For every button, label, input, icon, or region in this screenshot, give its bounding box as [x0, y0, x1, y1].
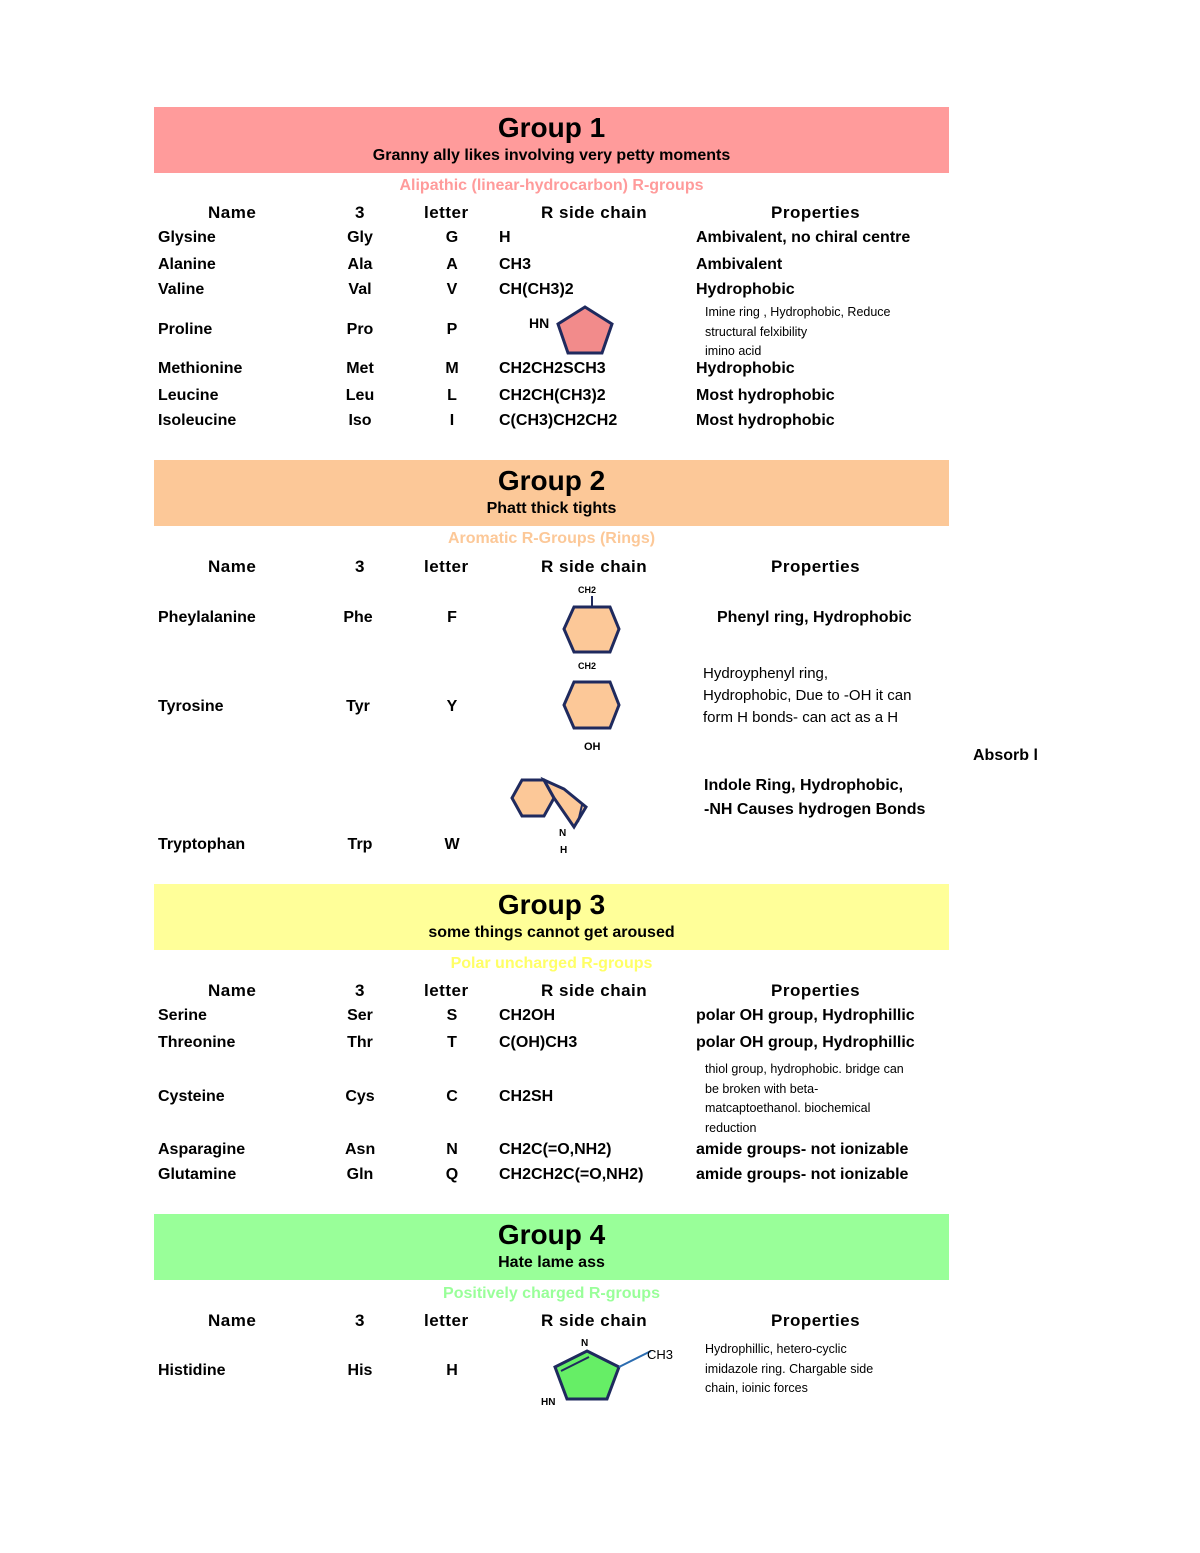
- aa-props: amide groups- not ionizable: [696, 1141, 909, 1158]
- aa-name: Glysine: [158, 229, 216, 246]
- phenylalanine-structure: [550, 582, 630, 664]
- header-chain: R side chain: [541, 557, 648, 576]
- aa-letter: N: [446, 1141, 458, 1158]
- aa-props: thiol group, hydrophobic. bridge can be broken with beta- matcaptoethanol. biochemical reduction: [705, 1062, 904, 1135]
- group1-title: Group 1: [497, 112, 606, 143]
- header-letter: letter: [424, 981, 469, 1000]
- aa-chain: CH2OH: [499, 1007, 556, 1024]
- aa-props: Hydroyphenyl ring, Hydrophobic, Due to -OH it can form H bonds- can act as a H: [703, 665, 912, 726]
- header-name: Name: [208, 203, 257, 222]
- header-props: Properties: [771, 557, 861, 576]
- trp-n-label: N: [559, 828, 567, 839]
- aa-letter: F: [447, 609, 457, 626]
- aa-props: Indole Ring, Hydrophobic, -NH Causes hydrogen Bonds: [704, 777, 926, 818]
- header-props: Properties: [771, 981, 861, 1000]
- aa-letter: M: [445, 360, 459, 377]
- aa-props: Hydrophobic: [696, 360, 795, 377]
- aa-name: Cysteine: [158, 1088, 225, 1105]
- aa-chain: CH2CH2C(=O,NH2): [499, 1166, 644, 1183]
- aa-chain: C(OH)CH3: [499, 1034, 578, 1051]
- aa-props: polar OH group, Hydrophillic: [696, 1007, 915, 1024]
- pentagon-ring-icon: [558, 307, 612, 353]
- aa-abbr: Iso: [348, 412, 372, 429]
- aa-props: Ambivalent, no chiral centre: [696, 229, 911, 246]
- aa-letter: T: [447, 1034, 457, 1051]
- hexagon-ring-icon: [564, 682, 619, 728]
- aa-abbr: Trp: [347, 836, 373, 853]
- aa-letter: P: [446, 321, 458, 338]
- aa-chain: CH2CH(CH3)2: [499, 387, 606, 404]
- group1-category: Alipathic (linear-hydrocarbon) R-groups: [399, 177, 704, 194]
- aa-letter: S: [446, 1007, 458, 1024]
- aa-name: Tryptophan: [158, 836, 246, 853]
- aa-abbr: Val: [348, 281, 372, 298]
- phe-ch2-label: CH2: [578, 585, 597, 595]
- aa-props: polar OH group, Hydrophillic: [696, 1034, 915, 1051]
- aa-props: Phenyl ring, Hydrophobic: [717, 609, 912, 626]
- aa-name: Threonine: [158, 1034, 236, 1051]
- group1-mnemonic: Granny ally likes involving very petty moments: [372, 147, 731, 164]
- aa-abbr: Tyr: [346, 698, 370, 715]
- header-props: Properties: [771, 203, 861, 222]
- aa-letter: W: [444, 836, 460, 853]
- header-name: Name: [208, 557, 257, 576]
- aa-letter: C: [446, 1088, 458, 1105]
- group2-title: Group 2: [497, 465, 606, 496]
- aa-letter: A: [446, 256, 458, 273]
- header-three: 3: [355, 557, 365, 576]
- proline-structure: [525, 300, 620, 358]
- aa-chain: CH2CH2SCH3: [499, 360, 606, 377]
- header-name: Name: [208, 981, 257, 1000]
- group2-mnemonic: Phatt thick tights: [486, 500, 617, 517]
- aa-props: Ambivalent: [696, 256, 783, 273]
- his-n-label: N: [581, 1338, 589, 1349]
- aa-abbr: Ala: [347, 256, 373, 273]
- header-letter: letter: [424, 557, 469, 576]
- aa-props: Hydrophillic, hetero-cyclic imidazole ring. Chargable side chain, ioinic forces: [705, 1342, 874, 1395]
- aa-chain: CH2C(=O,NH2): [499, 1141, 612, 1158]
- aa-chain: H: [499, 229, 511, 246]
- header-letter: letter: [424, 203, 469, 222]
- histidine-structure: [535, 1333, 685, 1411]
- aa-letter: I: [449, 412, 455, 429]
- aa-name: Serine: [158, 1007, 207, 1024]
- group2-banner: [154, 460, 949, 526]
- aa-props: Hydrophobic: [696, 281, 795, 298]
- aa-letter: L: [447, 387, 457, 404]
- aa-abbr: Gly: [347, 229, 373, 246]
- group4-banner: [154, 1214, 949, 1280]
- aa-name: Valine: [158, 281, 205, 298]
- group3-title: Group 3: [497, 889, 606, 920]
- group4-category: Positively charged R-groups: [443, 1285, 660, 1302]
- group3-category: Polar uncharged R-groups: [450, 955, 653, 972]
- aa-letter: G: [445, 229, 459, 246]
- header-chain: R side chain: [541, 1311, 648, 1330]
- hexagon-ring-icon: [564, 607, 619, 652]
- tyr-oh-label: OH: [584, 741, 601, 753]
- aa-props: Most hydrophobic: [696, 412, 835, 429]
- tyr-ch2-label: CH2: [578, 661, 597, 671]
- tryptophan-structure: [508, 775, 598, 857]
- header-letter: letter: [424, 1311, 469, 1330]
- group4-title: Group 4: [497, 1219, 606, 1250]
- aa-abbr: Phe: [343, 609, 373, 626]
- group3-banner: [154, 884, 949, 950]
- header-chain: R side chain: [541, 981, 648, 1000]
- aa-props: amide groups- not ionizable: [696, 1166, 909, 1183]
- aa-letter: Y: [446, 698, 458, 715]
- header-three: 3: [355, 203, 365, 222]
- aa-name: Glutamine: [158, 1166, 237, 1183]
- aa-abbr: Ser: [347, 1007, 373, 1024]
- aa-name: Proline: [158, 321, 213, 338]
- aa-name: Asparagine: [158, 1141, 246, 1158]
- aa-abbr: Met: [346, 360, 374, 377]
- aa-abbr: Cys: [345, 1088, 375, 1105]
- group1-banner: [154, 107, 949, 173]
- header-three: 3: [355, 981, 365, 1000]
- aa-name: Histidine: [158, 1362, 226, 1379]
- aa-props: Imine ring , Hydrophobic, Reduce structural felxibility imino acid: [705, 305, 891, 358]
- tyrosine-structure: [550, 658, 630, 758]
- aa-name: Leucine: [158, 387, 219, 404]
- aa-name: Tyrosine: [158, 698, 224, 715]
- aa-props: Most hydrophobic: [696, 387, 835, 404]
- aa-abbr: Leu: [345, 387, 375, 404]
- aa-abbr: Gln: [346, 1166, 374, 1183]
- aa-abbr: Thr: [347, 1034, 373, 1051]
- aa-chain: CH3: [499, 256, 532, 273]
- aa-name: Alanine: [158, 256, 216, 273]
- aa-abbr: Asn: [345, 1141, 376, 1158]
- aa-abbr: Pro: [346, 321, 374, 338]
- aa-name: Pheylalanine: [158, 609, 256, 626]
- aa-name: Isoleucine: [158, 412, 237, 429]
- aa-chain: CH(CH3)2: [499, 281, 574, 298]
- aa-chain: CH2SH: [499, 1088, 554, 1105]
- his-hn-label: HN: [541, 1397, 556, 1408]
- aa-letter: Q: [445, 1166, 459, 1183]
- group3-mnemonic: some things cannot get aroused: [428, 924, 675, 941]
- header-props: Properties: [771, 1311, 861, 1330]
- aa-chain: C(CH3)CH2CH2: [499, 412, 618, 429]
- header-name: Name: [208, 1311, 257, 1330]
- group4-mnemonic: Hate lame ass: [498, 1254, 605, 1271]
- aa-abbr: His: [347, 1362, 373, 1379]
- header-chain: R side chain: [541, 203, 648, 222]
- header-three: 3: [355, 1311, 365, 1330]
- his-ch3-label: CH3: [647, 1347, 674, 1362]
- trp-h-label: H: [560, 845, 568, 856]
- proline-hn-label: HN: [529, 315, 550, 331]
- group2-category: Aromatic R-Groups (Rings): [447, 530, 656, 547]
- side-note-absorb: Absorb l: [973, 747, 1038, 764]
- aa-letter: V: [446, 281, 458, 298]
- aa-name: Methionine: [158, 360, 243, 377]
- aa-letter: H: [446, 1362, 458, 1379]
